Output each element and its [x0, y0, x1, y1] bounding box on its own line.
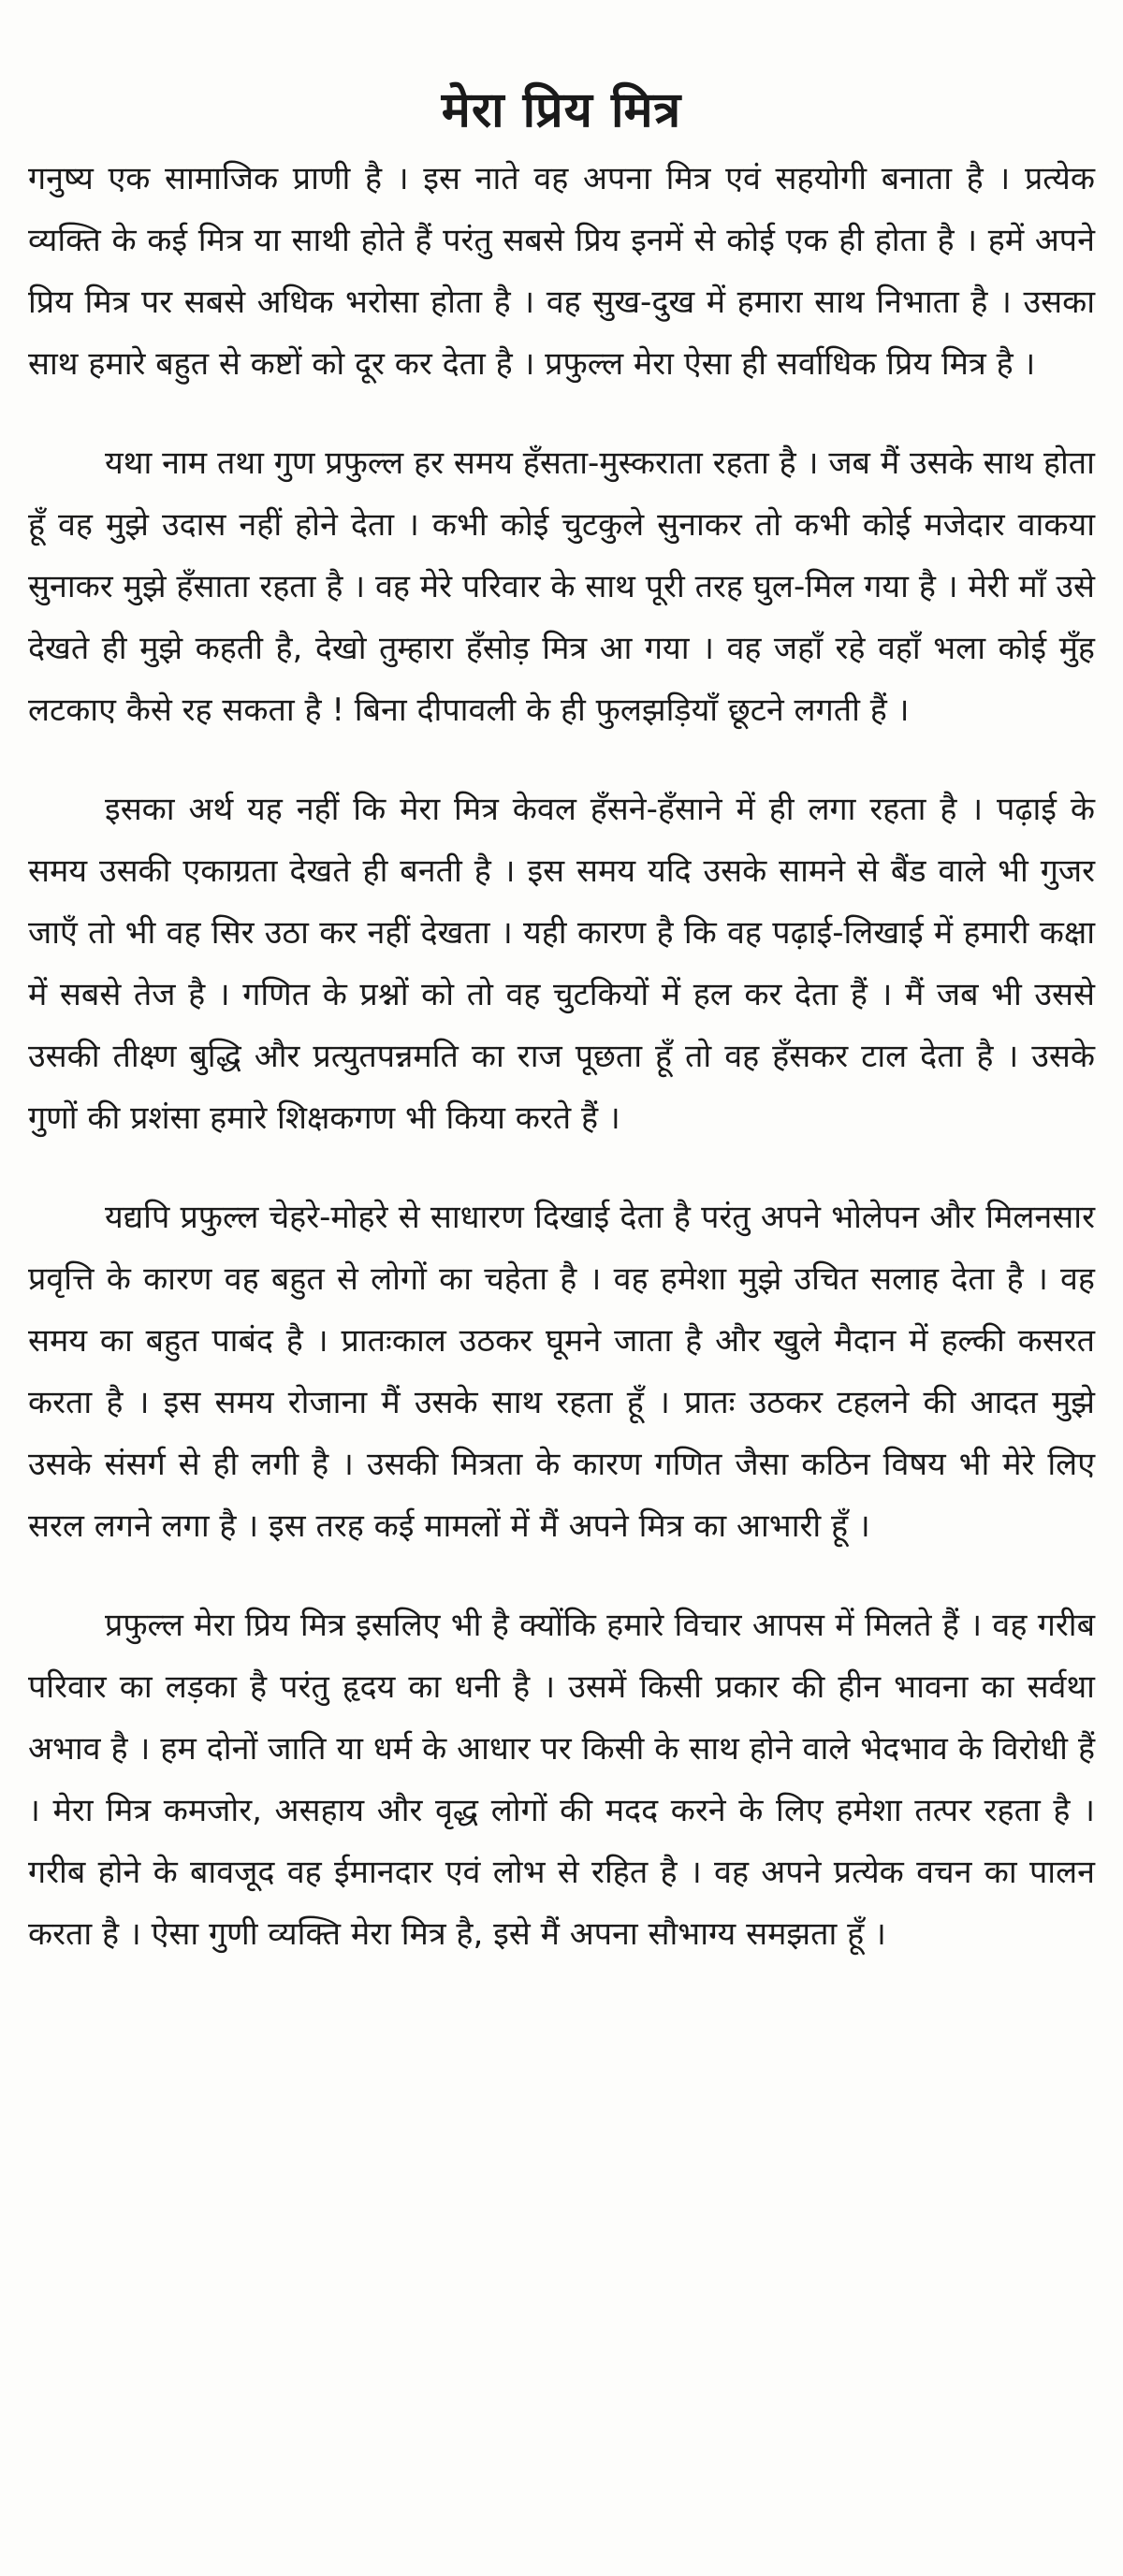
essay-body — [28, 148, 1095, 1965]
paragraph-5: प्रफुल्ल मेरा प्रिय मित्र इसलिए भी है क्योंकि हमारे विचार आपस में मिलते हैं । वह गरीब परिवार का लड़का है परंतु हृदय का धनी है । उसमें किसी प्रकार की हीन भावना का सर्वथा अभाव है । हम दोनों जाति या धर्म के आधार पर किसी के साथ होने वाले भेदभाव के विरोधी हैं । मेरा मित्र कमजोर, असहाय और वृद्ध लोगों की मदद करने के लिए हमेशा तत्पर रहता है । गरीब होने के बावजूद वह ईमानदार एवं लोभ से रहित है । वह अपने प्रत्येक वचन का पालन करता है । ऐसा गुणी व्यक्ति मेरा मित्र है, इसे मैं अपना सौभाग्य समझता हूँ । — [28, 1607, 1095, 1953]
page-title: मेरा प्रिय मित्र — [441, 81, 682, 138]
paragraph-1: गनुष्य एक सामाजिक प्राणी है । इस नाते वह अपना मित्र एवं सहयोगी बनाता है । प्रत्येक व्यक्ति के कई मित्र या साथी होते हैं परंतु सबसे प्रिय इनमें से कोई एक ही होता है । हमें अपने प्रिय मित्र पर सबसे अधिक भरोसा होता है । वह सुख-दुख में हमारा साथ निभाता है । उसका साथ हमारे बहुत से कष्टों को दूर कर देता है । प्रफुल्ल मेरा ऐसा ही सर्वाधिक प्रिय मित्र है । — [28, 160, 1095, 383]
paragraph-2: यथा नाम तथा गुण प्रफुल्ल हर समय हँसता-मुस्कराता रहता है । जब मैं उसके साथ होता हूँ वह मुझे उदास नहीं होने देता । कभी कोई चुटकुले सुनाकर तो कभी कोई मजेदार वाकया सुनाकर मुझे हँसाता रहता है । वह मेरे परिवार के साथ पूरी तरह घुल-मिल गया है । मेरी माँ उसे देखते ही मुझे कहती है, देखो तुम्हारा हँसोड़ मित्र आ गया । वह जहाँ रहे वहाँ भला कोई मुँह लटकाए कैसे रह सकता है ! बिना दीपावली के ही फुलझड़ियाँ छूटने लगती हैं । — [28, 444, 1095, 729]
paragraph-3: इसका अर्थ यह नहीं कि मेरा मित्र केवल हँसने-हँसाने में ही लगा रहता है । पढ़ाई के समय उसकी एकाग्रता देखते ही बनती है । इस समय यदि उसके सामने से बैंड वाले भी गुजर जाएँ तो भी वह सिर उठा कर नहीं देखता । यही कारण है कि वह पढ़ाई-लिखाई में हमारी कक्षा में सबसे तेज है । गणित के प्रश्नों को तो वह चुटकियों में हल कर देता हैं । मैं जब भी उससे उसकी तीक्ष्ण बुद्धि और प्रत्युतपन्नमति का राज पूछता हूँ तो वह हँसकर टाल देता है । उसके गुणों की प्रशंसा हमारे शिक्षकगण भी किया करते हैं । — [28, 791, 1095, 1137]
paragraph-4: यद्यपि प्रफुल्ल चेहरे-मोहरे से साधारण दिखाई देता है परंतु अपने भोलेपन और मिलनसार प्रवृत्ति के कारण वह बहुत से लोगों का चहेता है । वह हमेशा मुझे उचित सलाह देता है । वह समय का बहुत पाबंद है । प्रातःकाल उठकर घूमने जाता है और खुले मैदान में हल्की कसरत करता है । इस समय रोजाना मैं उसके साथ रहता हूँ । प्रातः उठकर टहलने की आदत मुझे उसके संसर्ग से ही लगी है । उसकी मित्रता के कारण गणित जैसा कठिन विषय भी मेरे लिए सरल लगने लगा है । इस तरह कई मामलों में मैं अपने मित्र का आभारी हूँ । — [28, 1199, 1095, 1545]
